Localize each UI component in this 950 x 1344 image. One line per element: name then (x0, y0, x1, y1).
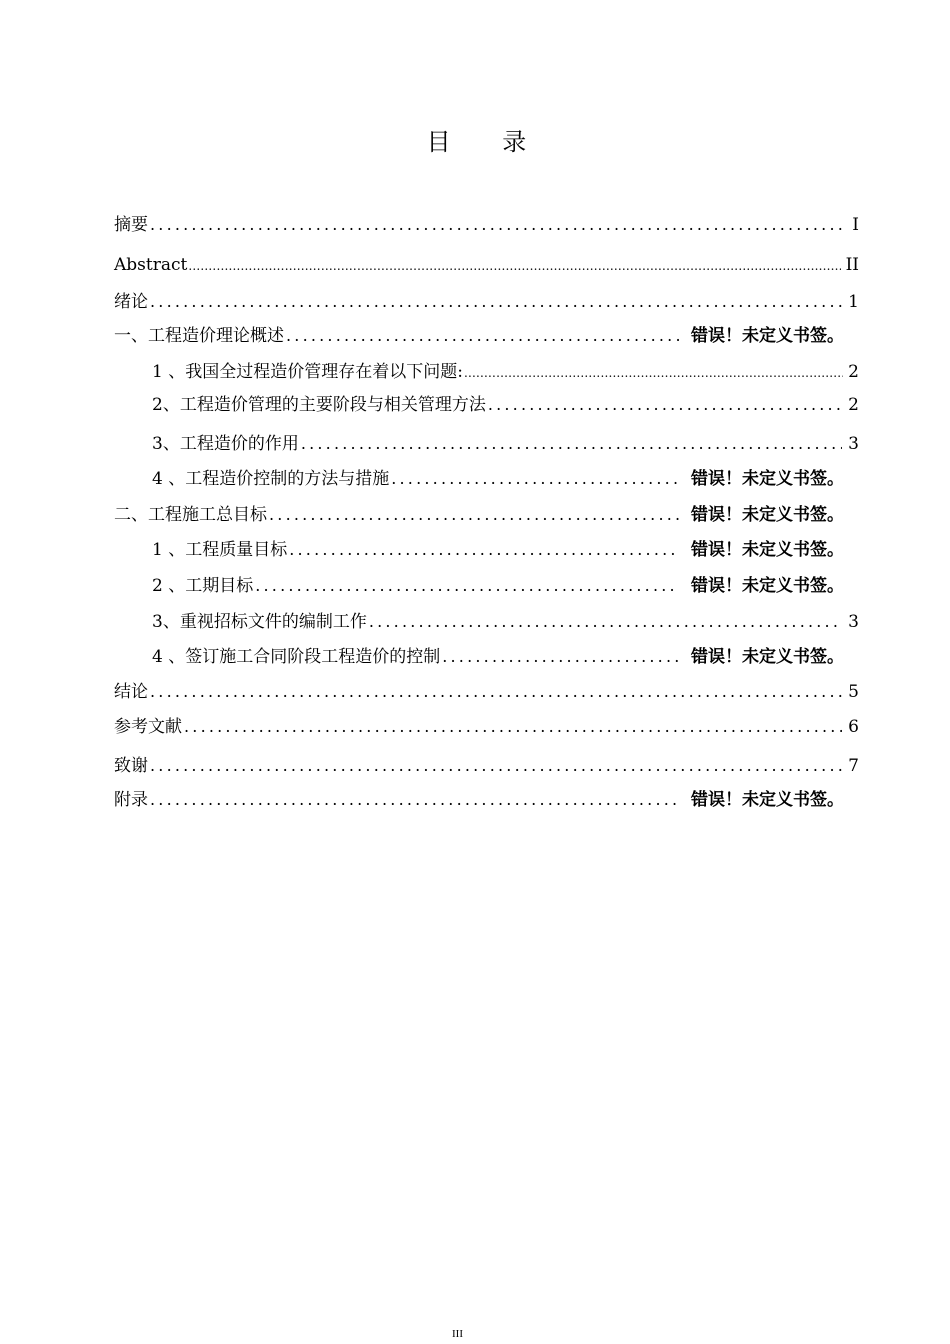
toc-title: 目 录 (426, 128, 549, 156)
toc-entry-introduction[interactable] (114, 291, 859, 313)
toc-entry-text: 3、工程造价的作用 (152, 434, 299, 454)
toc-entry-text: 1 、我国全过程造价管理存在着以下问题: (152, 362, 463, 382)
toc-entry-page: 2 (848, 395, 859, 415)
toc-entry-page: 7 (848, 756, 859, 776)
toc-entry-chapter-2[interactable] (114, 504, 844, 526)
toc-leader-dots (442, 646, 679, 668)
toc-entry-section-1-4[interactable] (152, 468, 844, 490)
toc-entry-references[interactable] (114, 716, 859, 738)
footer-page-number: III (452, 1328, 463, 1340)
toc-entry-text: 一、工程造价理论概述 (114, 326, 284, 346)
toc-leader-dots (289, 539, 679, 561)
toc-entry-appendix[interactable] (114, 789, 844, 811)
toc-entry-text: 2 、工期目标 (152, 576, 254, 596)
toc-entry-page-error: 错误！未定义书签。 (691, 576, 844, 596)
toc-leader-dots (301, 433, 842, 455)
toc-leader-dots (184, 716, 842, 738)
toc-entry-text: 4 、工程造价控制的方法与措施 (152, 469, 390, 489)
toc-entry-section-1-1[interactable] (152, 361, 859, 383)
toc-entry-text: 摘要 (114, 215, 148, 235)
toc-entry-page-error: 错误！未定义书签。 (691, 647, 844, 667)
toc-entry-acknowledgements[interactable] (114, 755, 859, 777)
toc-entry-section-1-2[interactable] (152, 394, 859, 416)
toc-entry-text: 附录 (114, 790, 148, 810)
toc-leader-dots (150, 214, 846, 236)
toc-entry-text: 1 、工程质量目标 (152, 540, 288, 560)
toc-entry-text: Abstract (114, 255, 188, 275)
toc-leader-dots (369, 611, 842, 633)
toc-entry-section-2-1[interactable] (152, 539, 844, 561)
toc-entry-section-2-3[interactable] (152, 611, 859, 633)
toc-leader-dots (286, 325, 679, 347)
toc-entry-conclusion[interactable] (114, 681, 859, 703)
toc-entry-page: 3 (848, 612, 859, 632)
toc-leader-dots (269, 504, 679, 526)
toc-leader-dots (150, 789, 679, 811)
toc-entry-text: 绪论 (114, 292, 148, 312)
toc-entry-page: 1 (848, 292, 859, 312)
toc-entry-page: 5 (848, 682, 859, 702)
toc-entry-page-error: 错误！未定义书签。 (691, 505, 844, 525)
toc-entry-page-error: 错误！未定义书签。 (691, 469, 844, 489)
toc-entry-abstract-cn[interactable] (114, 214, 859, 236)
toc-entry-chapter-1[interactable] (114, 325, 844, 347)
toc-entry-text: 结论 (114, 682, 148, 702)
toc-leader-dots (255, 575, 679, 597)
toc-entry-page: 3 (848, 434, 859, 454)
toc-entry-text: 4 、签订施工合同阶段工程造价的控制 (152, 647, 441, 667)
toc-leader-dots (464, 362, 843, 384)
toc-leader-dots (150, 291, 842, 313)
toc-entry-page: I (852, 215, 859, 235)
toc-entry-text: 3、重视招标文件的编制工作 (152, 612, 367, 632)
toc-entry-page-error: 错误！未定义书签。 (691, 540, 844, 560)
toc-leader-dots (391, 468, 679, 490)
toc-entry-text: 2、工程造价管理的主要阶段与相关管理方法 (152, 395, 486, 415)
toc-entry-section-1-3[interactable] (152, 433, 859, 455)
toc-entry-abstract-en[interactable] (114, 254, 859, 276)
toc-entry-page: 6 (848, 717, 859, 737)
toc-entry-section-2-2[interactable] (152, 575, 844, 597)
toc-entry-text: 致谢 (114, 756, 148, 776)
toc-leader-dots (150, 681, 842, 703)
toc-entry-page: 2 (848, 362, 859, 382)
toc-entry-section-2-4[interactable] (152, 646, 844, 668)
toc-entry-page: II (845, 255, 859, 275)
toc-entry-page-error: 错误！未定义书签。 (691, 326, 844, 346)
toc-entry-page-error: 错误！未定义书签。 (691, 790, 844, 810)
toc-entry-text: 参考文献 (114, 717, 182, 737)
toc-leader-dots (150, 755, 842, 777)
toc-leader-dots (488, 394, 842, 416)
toc-entry-text: 二、工程施工总目标 (114, 505, 267, 525)
toc-leader-dots (188, 255, 840, 277)
